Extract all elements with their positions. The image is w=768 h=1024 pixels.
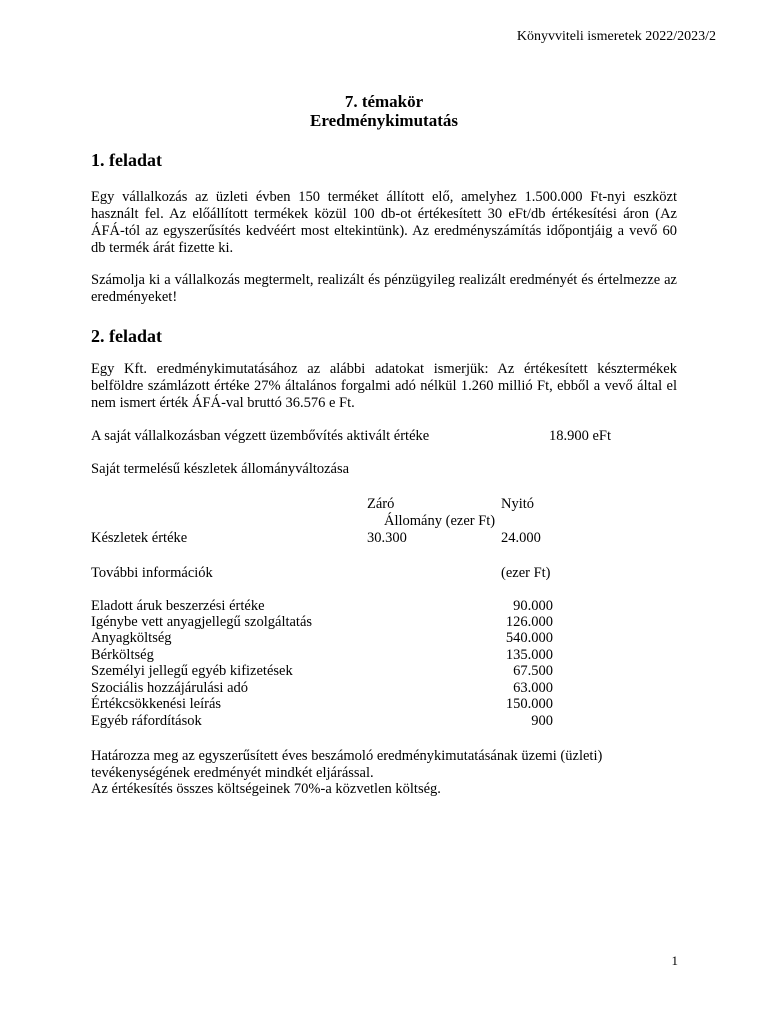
task1-paragraph-2: Számolja ki a vállalkozás megtermelt, realizált és pénzügyileg realizált eredményét és értelmezze az eredményeket! [91,272,677,305]
column-unit: Állomány (ezer Ft) [384,513,496,529]
topic-title: 7. témakör [344,92,424,111]
task1-paragraph-1: Egy vállalkozás az üzleti évben 150 terméket állított elő, amelyhez 1.500.000 Ft-nyi eszközt használt fel. Az előállított termékek közül 100 db-ot értékesített 30 eFt/db értékesítési áron (Az ÁFÁ-tól az egyszerűsítés kedvéért most eltekintünk). Az eredményszámítás időpontjáig a vevő 60 db termék árát fizette ki. [91,189,677,256]
more-info-label: További információk [91,565,213,581]
page-title: Eredménykimutatás [310,111,458,130]
cost-label: Anyagköltség [91,630,172,646]
cost-row [91,647,553,664]
cost-value: 135.000 [505,647,553,663]
column-opening: Nyitó [501,496,535,512]
cost-row [91,713,553,730]
cost-value: 150.000 [505,696,553,712]
task2-note: Az értékesítés összes költségeinek 70%-a közvetlen költség. [91,781,441,797]
cost-label: Személyi jellegű egyéb kifizetések [91,663,293,679]
capitalized-value-label: A saját vállalkozásban végzett üzembővítés aktivált értéke [91,428,430,444]
page-number: 1 [671,953,678,968]
cost-value: 126.000 [505,614,553,630]
cost-row [91,663,553,680]
task2-heading: 2. feladat [91,326,162,346]
cost-row [91,680,553,697]
task2-paragraph-1: Egy Kft. eredménykimutatásához az alábbi adatokat ismerjük: Az értékesített késztermékek belföldre számlázott értéke 27% általános forgalmi adó nélkül 1.260 millió Ft, ebből a vevő által el nem ismert érték ÁFÁ-val bruttó 36.576 e Ft. [91,361,677,411]
cost-row [91,696,553,713]
cost-label: Értékcsökkenési leírás [91,696,222,712]
inventory-row-label: Készletek értéke [91,530,188,546]
cost-value: 540.000 [505,630,553,646]
cost-label: Bérköltség [91,647,154,663]
cost-label: Egyéb ráfordítások [91,713,202,729]
capitalized-value-amount: 18.900 eFt [549,428,612,444]
cost-value: 67.500 [513,663,553,679]
cost-row [91,598,553,615]
cost-row [91,614,553,631]
column-closing: Záró [367,496,395,512]
cost-value: 900 [531,713,553,729]
task1-heading: 1. feladat [91,150,162,170]
more-info-unit: (ezer Ft) [501,565,551,581]
running-header: Könyvviteli ismeretek 2022/2023/2 [516,29,716,44]
inventory-closing-value: 30.300 [367,530,407,546]
cost-label: Eladott áruk beszerzési értéke [91,598,265,614]
cost-value: 63.000 [513,680,553,696]
inventory-section-title: Saját termelésű készletek állományváltozása [91,461,350,477]
cost-label: Szociális hozzájárulási adó [91,680,249,696]
task2-instruction: Határozza meg az egyszerűsített éves beszámoló eredménykimutatásának üzemi (üzleti) tevékenységének eredményét mindkét eljárással. [91,748,603,781]
cost-row [91,630,553,647]
inventory-opening-value: 24.000 [501,530,541,546]
cost-value: 90.000 [513,598,553,614]
cost-label: Igénybe vett anyagjellegű szolgáltatás [91,614,313,630]
